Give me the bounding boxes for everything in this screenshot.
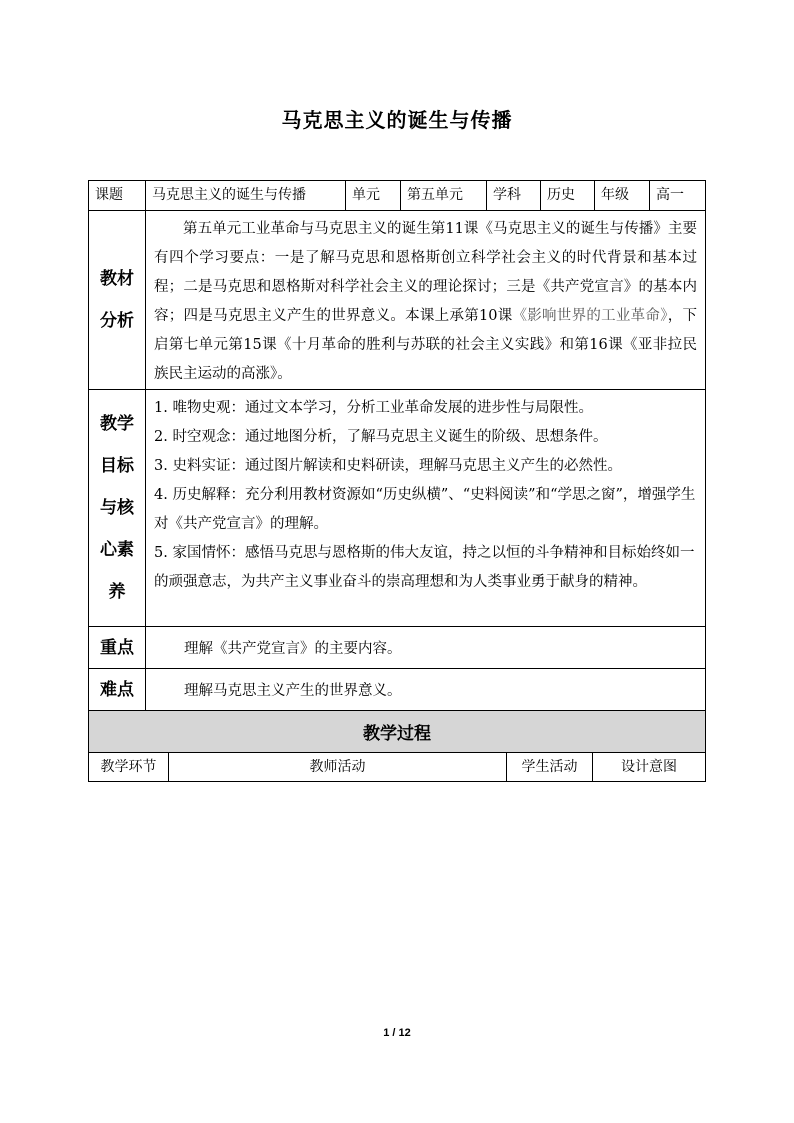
material-text-gray: 《影响世界的工业革命》: [512, 308, 668, 324]
difficulty-text: 理解马克思主义产生的世界意义。: [184, 682, 402, 699]
column-header: 教师活动: [169, 753, 507, 781]
course-label: 课题: [89, 181, 146, 210]
goals-list: [146, 390, 705, 626]
column-header: 学生活动: [507, 753, 593, 781]
unit-label: 单元: [346, 181, 401, 210]
material-analysis: [146, 211, 705, 389]
unit-value: 第五单元: [401, 181, 487, 210]
goal-item: 1. 唯物史观：通过文本学习，分析工业革命发展的进步性与局限性。: [154, 400, 593, 416]
subject-value: 历史: [541, 181, 595, 210]
key-point-row: [88, 627, 706, 669]
material-row: [88, 211, 706, 390]
difficulty-label: 难点: [89, 669, 146, 710]
key-point-text: 理解《共产党宣言》的主要内容。: [184, 640, 402, 657]
document-title: 马克思主义的诞生与传播: [281, 108, 513, 132]
course-value: 马克思主义的诞生与传播: [146, 181, 346, 210]
column-header: 设计意图: [621, 759, 677, 775]
page-number: 1 / 12: [383, 1027, 411, 1039]
material-label: 教材分析: [89, 211, 146, 389]
lesson-plan-table: [88, 180, 706, 782]
difficulty-row: [88, 669, 706, 711]
key-point-label: 重点: [89, 627, 146, 668]
header-row: [88, 180, 706, 211]
subject-label: 学科: [487, 181, 541, 210]
grade-label: 年级: [595, 181, 650, 210]
goal-item: 2. 时空观念：通过地图分析，了解马克思主义诞生的阶级、思想条件。: [154, 429, 608, 445]
process-columns: [88, 753, 706, 782]
goals-label: 教学目标与核心素养: [89, 390, 146, 626]
material-text-2: ，下启第七单元第15课《十月革命的胜利与苏联的社会主义实践》和第16课《亚非拉民族民主运动的高涨》。: [154, 308, 698, 382]
goal-item: 4. 历史解释：充分利用教材资源如“历史纵横”、“史料阅读”和“学思之窗”，增强学生对《共产党宣言》的理解。: [154, 487, 696, 532]
goals-row: [88, 390, 706, 627]
goal-item: 3. 史料实证：通过图片解读和史料研读，理解马克思主义产生的必然性。: [154, 458, 622, 474]
column-header: 教学环节: [89, 753, 169, 781]
material-text-1: 第五单元工业革命与马克思主义的诞生第11课《马克思主义的诞生与传播》主要有四个学习要点：一是了解马克思和恩格斯创立科学社会主义的时代背景和基本过程；二是马克思和恩格斯对科学社会主义的理论探讨；三是《共产党宣言》的基本内容；四是马克思主义产生的世界意义。本课上承第10课: [154, 221, 697, 324]
grade-value: 高一: [656, 187, 684, 203]
process-title: 教学过程: [88, 711, 706, 753]
goal-item: 5. 家国情怀：感悟马克思与恩格斯的伟大友谊，持之以恒的斗争精神和目标始终如一的顽强意志，为共产主义事业奋斗的崇高理想和为人类事业勇于献身的精神。: [154, 545, 695, 590]
